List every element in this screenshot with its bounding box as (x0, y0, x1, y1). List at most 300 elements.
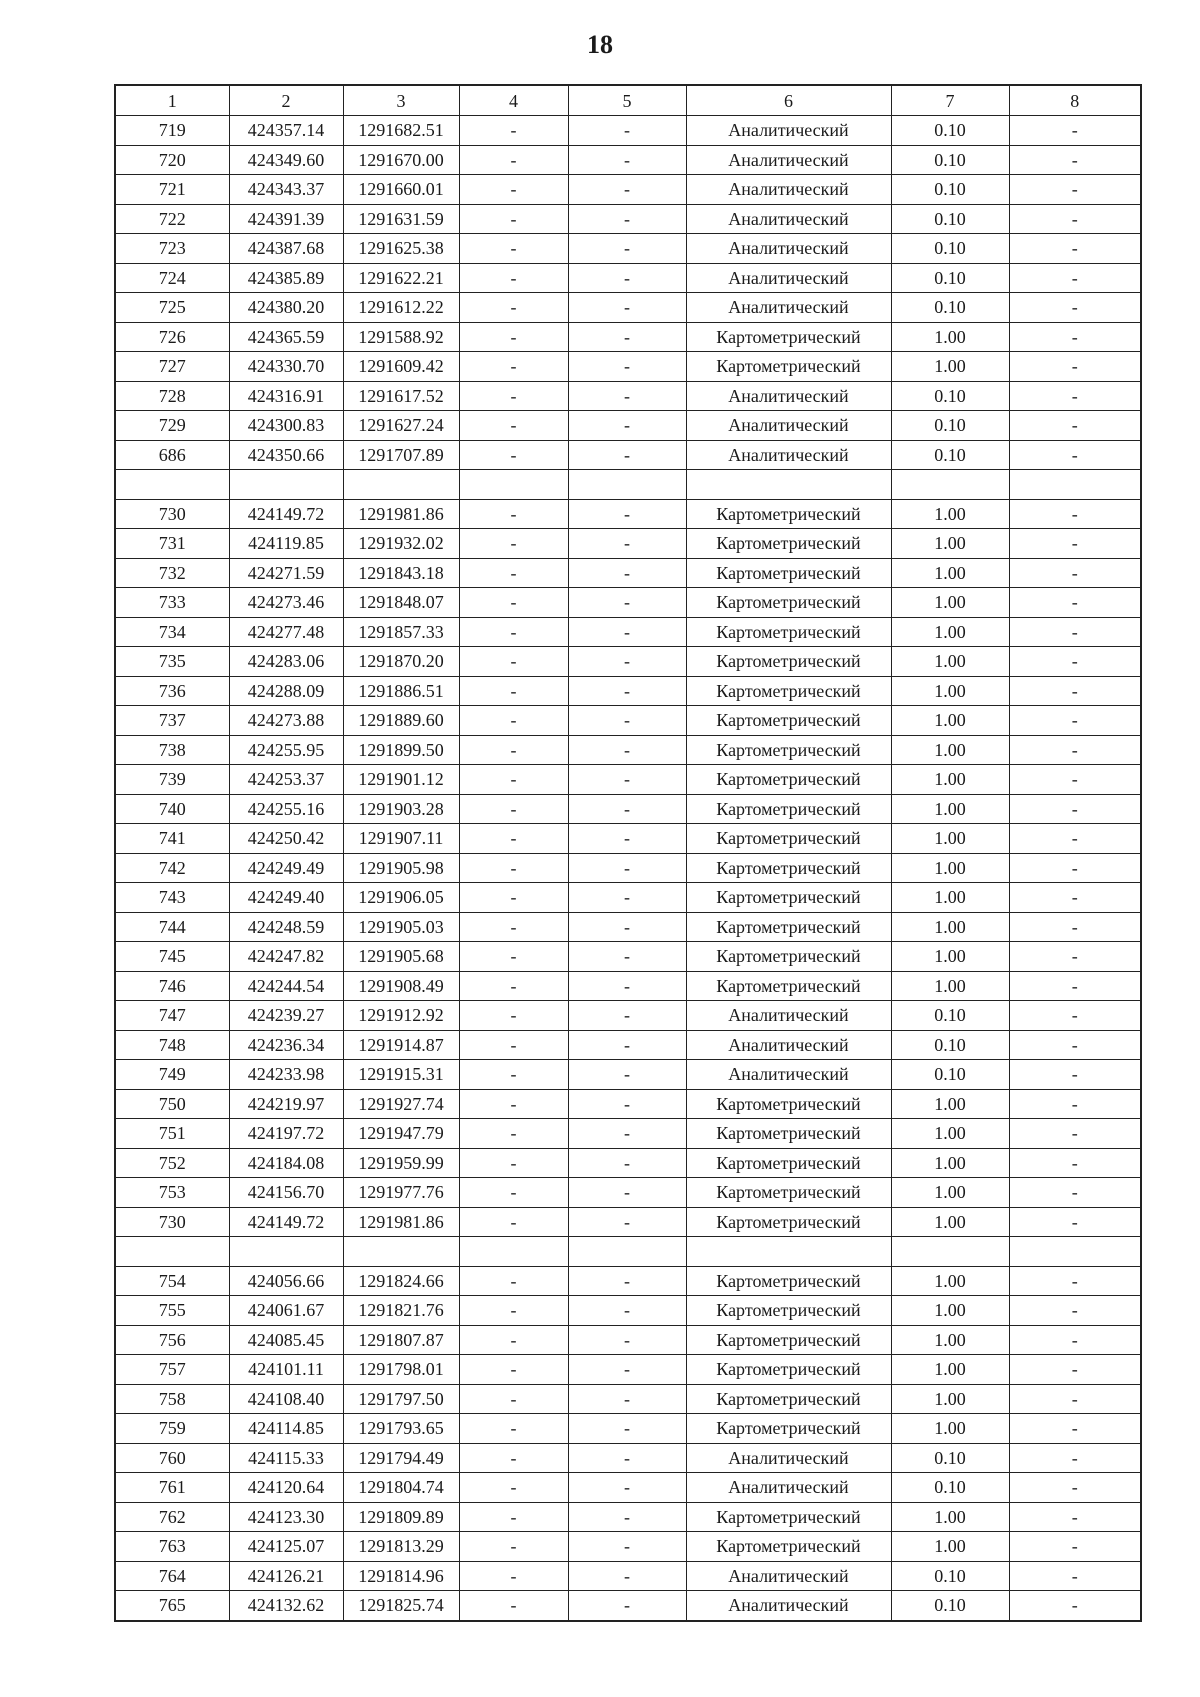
table-cell: 0.10 (891, 381, 1009, 411)
table-cell: - (459, 735, 568, 765)
column-header: 2 (229, 85, 343, 116)
table-cell: - (1009, 1532, 1141, 1562)
table-cell: - (459, 942, 568, 972)
table-cell: Картометрический (686, 529, 891, 559)
table-cell: Картометрический (686, 735, 891, 765)
table-cell: - (568, 352, 686, 382)
table-cell: 424149.72 (229, 499, 343, 529)
table-cell (686, 470, 891, 500)
table-cell (891, 470, 1009, 500)
table-cell: - (459, 440, 568, 470)
table-row (115, 676, 1141, 706)
table-cell: 424101.11 (229, 1355, 343, 1385)
table-cell: 752 (115, 1148, 229, 1178)
table-cell: - (568, 1089, 686, 1119)
table-row (115, 912, 1141, 942)
table-cell: - (1009, 440, 1141, 470)
table-cell: - (568, 676, 686, 706)
table-cell: 735 (115, 647, 229, 677)
table-cell: - (568, 204, 686, 234)
table-cell: Аналитический (686, 234, 891, 264)
table-row (115, 1089, 1141, 1119)
table-cell: Аналитический (686, 411, 891, 441)
table-cell: 1.00 (891, 883, 1009, 913)
table-cell: - (1009, 853, 1141, 883)
table-cell: - (459, 971, 568, 1001)
table-cell: - (568, 853, 686, 883)
table-cell: - (1009, 204, 1141, 234)
table-cell: 1.00 (891, 1325, 1009, 1355)
table-cell: 1.00 (891, 1384, 1009, 1414)
table-cell: 1291915.31 (343, 1060, 459, 1090)
table-cell: Картометрический (686, 971, 891, 1001)
table-cell: - (1009, 1001, 1141, 1031)
table-cell: 1291617.52 (343, 381, 459, 411)
table-row (115, 706, 1141, 736)
table-cell: - (568, 529, 686, 559)
table-cell: - (459, 1502, 568, 1532)
table-cell: 760 (115, 1443, 229, 1473)
table-cell: 424120.64 (229, 1473, 343, 1503)
table-cell: 424085.45 (229, 1325, 343, 1355)
table-cell: 742 (115, 853, 229, 883)
table-row (115, 322, 1141, 352)
table-cell: Картометрический (686, 1355, 891, 1385)
table-row (115, 293, 1141, 323)
table-body (115, 116, 1141, 1621)
table-cell: Картометрический (686, 883, 891, 913)
table-cell: 424114.85 (229, 1414, 343, 1444)
table-cell: Аналитический (686, 116, 891, 146)
table-cell: - (568, 1207, 686, 1237)
table-row (115, 1532, 1141, 1562)
table-cell (459, 1237, 568, 1267)
table-header (115, 85, 1141, 116)
table-row (115, 558, 1141, 588)
table-cell: 1.00 (891, 322, 1009, 352)
table-row (115, 1001, 1141, 1031)
column-header: 4 (459, 85, 568, 116)
table-cell: 1291794.49 (343, 1443, 459, 1473)
table-cell: Картометрический (686, 1089, 891, 1119)
table-cell: Картометрический (686, 794, 891, 824)
column-header: 1 (115, 85, 229, 116)
table-cell: 1.00 (891, 1178, 1009, 1208)
table-cell: 0.10 (891, 1443, 1009, 1473)
table-cell: 762 (115, 1502, 229, 1532)
table-cell: 424197.72 (229, 1119, 343, 1149)
table-row (115, 1561, 1141, 1591)
table-cell: 424244.54 (229, 971, 343, 1001)
table-row (115, 1325, 1141, 1355)
table-cell: 1.00 (891, 1296, 1009, 1326)
table-cell: 1.00 (891, 794, 1009, 824)
table-cell: - (568, 1178, 686, 1208)
table-cell: 1291907.11 (343, 824, 459, 854)
table-cell: - (1009, 588, 1141, 618)
table-cell: - (568, 411, 686, 441)
table-cell: 1291848.07 (343, 588, 459, 618)
table-cell: - (568, 293, 686, 323)
table-cell: 724 (115, 263, 229, 293)
table-row (115, 204, 1141, 234)
table-cell: 1291707.89 (343, 440, 459, 470)
table-cell: 765 (115, 1591, 229, 1621)
table-cell: - (568, 1414, 686, 1444)
table-cell: 1.00 (891, 1502, 1009, 1532)
table-row (115, 883, 1141, 913)
table-row (115, 1030, 1141, 1060)
table-cell: - (459, 1148, 568, 1178)
table-cell: 1291905.03 (343, 912, 459, 942)
table-row (115, 1266, 1141, 1296)
table-cell: - (1009, 145, 1141, 175)
table-cell (229, 1237, 343, 1267)
table-cell: 743 (115, 883, 229, 913)
table-cell: 1291804.74 (343, 1473, 459, 1503)
table-cell: - (459, 1473, 568, 1503)
table-row (115, 942, 1141, 972)
table-cell: 424056.66 (229, 1266, 343, 1296)
table-cell (115, 470, 229, 500)
table-cell: - (1009, 1443, 1141, 1473)
table-cell: Картометрический (686, 322, 891, 352)
table-row (115, 971, 1141, 1001)
table-cell: 1291625.38 (343, 234, 459, 264)
table-cell: Аналитический (686, 204, 891, 234)
table-row (115, 794, 1141, 824)
table-cell: 424249.49 (229, 853, 343, 883)
table-cell: 731 (115, 529, 229, 559)
table-cell: 1.00 (891, 1532, 1009, 1562)
column-header: 5 (568, 85, 686, 116)
table-cell: Картометрический (686, 1384, 891, 1414)
table-cell: Картометрический (686, 1119, 891, 1149)
table-cell: - (1009, 1502, 1141, 1532)
table-cell: 1291670.00 (343, 145, 459, 175)
table-cell: 1.00 (891, 1119, 1009, 1149)
table-cell: Аналитический (686, 145, 891, 175)
separator-row (115, 470, 1141, 500)
table-cell: - (459, 204, 568, 234)
table-cell: - (459, 263, 568, 293)
table-cell: 1291908.49 (343, 971, 459, 1001)
table-cell: 1291843.18 (343, 558, 459, 588)
table-cell: - (1009, 293, 1141, 323)
table-cell: - (568, 1030, 686, 1060)
table-cell: 1291905.68 (343, 942, 459, 972)
column-header: 3 (343, 85, 459, 116)
column-header: 6 (686, 85, 891, 116)
table-cell: 1291798.01 (343, 1355, 459, 1385)
table-row (115, 1355, 1141, 1385)
table-cell: 424277.48 (229, 617, 343, 647)
table-cell: 1291682.51 (343, 116, 459, 146)
table-cell: - (568, 440, 686, 470)
table-cell: - (1009, 1414, 1141, 1444)
table-cell: 1291981.86 (343, 499, 459, 529)
table-cell: 424219.97 (229, 1089, 343, 1119)
table-cell: - (568, 1001, 686, 1031)
table-cell: Картометрический (686, 853, 891, 883)
table-row (115, 1060, 1141, 1090)
table-cell: - (568, 1325, 686, 1355)
table-cell: 1291609.42 (343, 352, 459, 382)
table-cell: - (459, 145, 568, 175)
table-cell: 733 (115, 588, 229, 618)
table-cell: - (459, 1591, 568, 1621)
table-cell: - (459, 1266, 568, 1296)
table-cell: 0.10 (891, 1030, 1009, 1060)
table-cell: - (1009, 529, 1141, 559)
table-cell: 1291824.66 (343, 1266, 459, 1296)
table-cell: - (459, 1325, 568, 1355)
table-cell (686, 1237, 891, 1267)
table-cell: 424125.07 (229, 1532, 343, 1562)
table-cell: Картометрический (686, 1532, 891, 1562)
table-cell: 1.00 (891, 352, 1009, 382)
table-cell: 1291899.50 (343, 735, 459, 765)
table-cell: 1.00 (891, 1355, 1009, 1385)
table-cell: - (1009, 558, 1141, 588)
table-cell: Картометрический (686, 1207, 891, 1237)
table-cell: - (1009, 706, 1141, 736)
table-cell: 739 (115, 765, 229, 795)
table-cell: - (568, 322, 686, 352)
table-cell: - (1009, 352, 1141, 382)
table-cell: 1291797.50 (343, 1384, 459, 1414)
table-cell: - (1009, 234, 1141, 264)
table-cell: 424300.83 (229, 411, 343, 441)
table-cell: 424253.37 (229, 765, 343, 795)
table-cell: 1.00 (891, 647, 1009, 677)
table-row (115, 175, 1141, 205)
table-cell: 1.00 (891, 1414, 1009, 1444)
table-cell: - (1009, 1561, 1141, 1591)
table-row (115, 617, 1141, 647)
table-cell: Картометрический (686, 676, 891, 706)
table-cell: - (459, 411, 568, 441)
table-row (115, 824, 1141, 854)
table-cell: 1291932.02 (343, 529, 459, 559)
table-cell: 1.00 (891, 617, 1009, 647)
table-cell: 424249.40 (229, 883, 343, 913)
table-cell: Картометрический (686, 824, 891, 854)
table-cell: - (568, 794, 686, 824)
table-cell: 763 (115, 1532, 229, 1562)
table-cell: 424247.82 (229, 942, 343, 972)
table-cell: 424350.66 (229, 440, 343, 470)
table-cell: 741 (115, 824, 229, 854)
table-cell: 1.00 (891, 529, 1009, 559)
table-cell: - (1009, 1355, 1141, 1385)
table-row (115, 853, 1141, 883)
table-cell: 424273.46 (229, 588, 343, 618)
table-cell: 424391.39 (229, 204, 343, 234)
table-cell: - (568, 1148, 686, 1178)
table-cell: Картометрический (686, 499, 891, 529)
table-row (115, 1296, 1141, 1326)
table-cell: 1.00 (891, 942, 1009, 972)
table-cell: 1291612.22 (343, 293, 459, 323)
table-cell: 424236.34 (229, 1030, 343, 1060)
table-cell: - (459, 1443, 568, 1473)
table-cell: 744 (115, 912, 229, 942)
table-cell: 1291588.92 (343, 322, 459, 352)
table-cell: - (459, 1355, 568, 1385)
table-cell: - (568, 499, 686, 529)
table-cell: - (1009, 1119, 1141, 1149)
table-cell: 0.10 (891, 1561, 1009, 1591)
table-cell: Картометрический (686, 1325, 891, 1355)
table-row (115, 529, 1141, 559)
table-cell: - (459, 883, 568, 913)
table-cell: 424387.68 (229, 234, 343, 264)
table-cell: 730 (115, 1207, 229, 1237)
table-cell: - (1009, 1296, 1141, 1326)
table-cell: 1291981.86 (343, 1207, 459, 1237)
table-cell: - (1009, 676, 1141, 706)
coordinates-table (114, 84, 1142, 1622)
table-cell: - (459, 1060, 568, 1090)
table-cell: - (568, 617, 686, 647)
table-cell: 736 (115, 676, 229, 706)
table-cell: - (1009, 322, 1141, 352)
table-cell: Аналитический (686, 1561, 891, 1591)
table-cell: Аналитический (686, 1591, 891, 1621)
table-cell: - (1009, 1207, 1141, 1237)
table-cell: - (568, 1443, 686, 1473)
table-cell: 0.10 (891, 204, 1009, 234)
table-cell: - (1009, 971, 1141, 1001)
table-cell: - (459, 234, 568, 264)
table-cell: Аналитический (686, 1473, 891, 1503)
table-cell: - (1009, 824, 1141, 854)
table-cell: 751 (115, 1119, 229, 1149)
table-cell (1009, 470, 1141, 500)
table-cell: 424255.95 (229, 735, 343, 765)
table-cell: 747 (115, 1001, 229, 1031)
table-cell: 738 (115, 735, 229, 765)
table-cell: - (568, 883, 686, 913)
table-cell: 424108.40 (229, 1384, 343, 1414)
table-cell: 424233.98 (229, 1060, 343, 1090)
table-cell: 754 (115, 1266, 229, 1296)
table-cell (568, 470, 686, 500)
table-cell: - (459, 676, 568, 706)
table-cell: 424123.30 (229, 1502, 343, 1532)
table-cell: - (459, 588, 568, 618)
table-cell: 1291886.51 (343, 676, 459, 706)
table-cell: - (568, 234, 686, 264)
table-row (115, 1414, 1141, 1444)
table-cell: - (459, 322, 568, 352)
table-cell: - (1009, 794, 1141, 824)
table-cell: - (1009, 263, 1141, 293)
table-cell: 424255.16 (229, 794, 343, 824)
table-row (115, 440, 1141, 470)
table-cell: - (568, 1384, 686, 1414)
table-cell: 726 (115, 322, 229, 352)
table-cell: - (459, 1532, 568, 1562)
table-cell: - (459, 352, 568, 382)
table-cell: 424149.72 (229, 1207, 343, 1237)
table-cell: 424156.70 (229, 1178, 343, 1208)
table-cell (891, 1237, 1009, 1267)
table-cell: - (459, 175, 568, 205)
table-cell: 0.10 (891, 440, 1009, 470)
table-cell: 734 (115, 617, 229, 647)
table-cell: - (1009, 411, 1141, 441)
table-cell: 721 (115, 175, 229, 205)
table-cell: Картометрический (686, 647, 891, 677)
table-cell: 737 (115, 706, 229, 736)
table-cell: 732 (115, 558, 229, 588)
table-row (115, 1473, 1141, 1503)
table-cell: 424115.33 (229, 1443, 343, 1473)
table-cell: 730 (115, 499, 229, 529)
table-cell: - (459, 1384, 568, 1414)
table-cell: 1291914.87 (343, 1030, 459, 1060)
header-row (115, 85, 1141, 116)
table-cell: 424288.09 (229, 676, 343, 706)
table-cell: - (459, 293, 568, 323)
table-cell: 1291809.89 (343, 1502, 459, 1532)
table-cell: 1.00 (891, 588, 1009, 618)
table-cell: 1291905.98 (343, 853, 459, 883)
table-cell: - (1009, 942, 1141, 972)
table-cell: Аналитический (686, 1030, 891, 1060)
table-cell (459, 470, 568, 500)
table-cell: 1291821.76 (343, 1296, 459, 1326)
table-row (115, 588, 1141, 618)
table-cell: - (568, 706, 686, 736)
table-cell: 424250.42 (229, 824, 343, 854)
table-cell: Аналитический (686, 263, 891, 293)
table-cell: 1291660.01 (343, 175, 459, 205)
table-cell: 722 (115, 204, 229, 234)
table-cell: - (1009, 1178, 1141, 1208)
table-row (115, 1591, 1141, 1621)
table-cell: 0.10 (891, 1591, 1009, 1621)
table-row (115, 411, 1141, 441)
table-cell: 1.00 (891, 735, 1009, 765)
table-cell (568, 1237, 686, 1267)
table-cell: - (568, 765, 686, 795)
table-cell: 0.10 (891, 145, 1009, 175)
table-cell: 1.00 (891, 1089, 1009, 1119)
table-row (115, 765, 1141, 795)
column-header: 7 (891, 85, 1009, 116)
table-cell: Картометрический (686, 1178, 891, 1208)
table-cell: 1291807.87 (343, 1325, 459, 1355)
table-cell: 1.00 (891, 1207, 1009, 1237)
table-cell: 1.00 (891, 1266, 1009, 1296)
table-cell: - (1009, 116, 1141, 146)
table-cell: 1.00 (891, 765, 1009, 795)
table-cell: - (459, 853, 568, 883)
table-cell: - (1009, 499, 1141, 529)
table-cell: Аналитический (686, 1060, 891, 1090)
table-cell: 424380.20 (229, 293, 343, 323)
table-row (115, 381, 1141, 411)
table-cell: 0.10 (891, 411, 1009, 441)
table-cell: 720 (115, 145, 229, 175)
table-cell: 1.00 (891, 1148, 1009, 1178)
table-cell: 0.10 (891, 1060, 1009, 1090)
table-cell: 1291889.60 (343, 706, 459, 736)
table-cell: 1.00 (891, 558, 1009, 588)
